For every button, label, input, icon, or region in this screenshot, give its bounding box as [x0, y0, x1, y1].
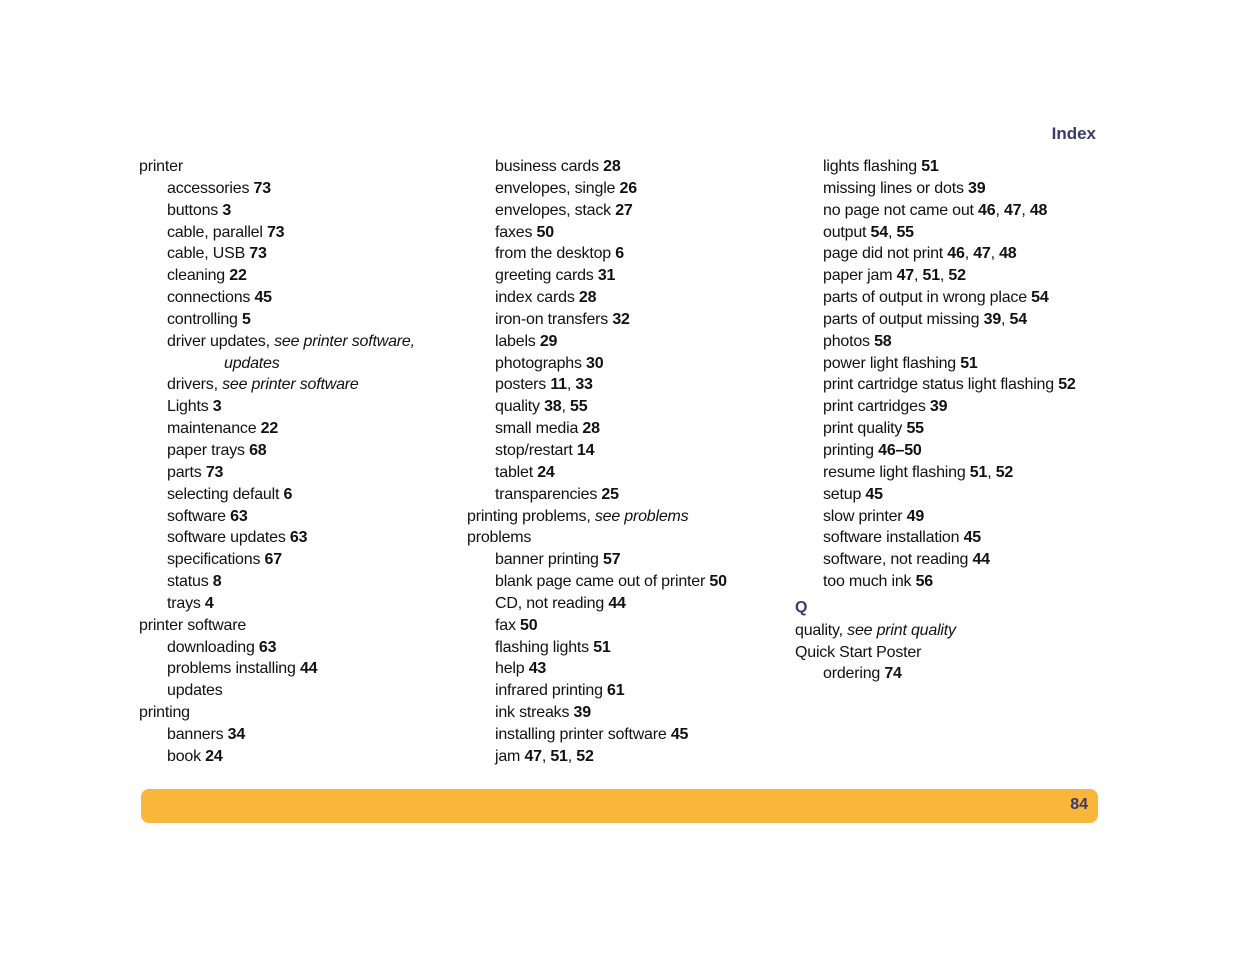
- index-subentry: [795, 265, 1125, 287]
- entry-text: labels: [495, 332, 540, 350]
- index-column-2: [467, 156, 797, 768]
- page-reference: 52: [576, 747, 594, 765]
- index-subentry: [139, 331, 469, 353]
- entry-text: lights flashing: [823, 158, 922, 175]
- index-subentry: [467, 222, 797, 244]
- entry-text: buttons: [167, 201, 223, 219]
- entry-text: software installation: [823, 529, 964, 547]
- page-reference: 26: [619, 179, 637, 197]
- entry-text: controlling: [167, 310, 242, 328]
- page-reference: 3: [222, 201, 232, 219]
- entry-text: downloading: [167, 638, 259, 656]
- index-subentry: [795, 200, 1125, 222]
- entry-text: quality,: [795, 621, 848, 639]
- index-subentry: [795, 440, 1125, 462]
- entry-text: stop/restart: [495, 441, 577, 459]
- index-subentry: [467, 637, 797, 659]
- page-reference: 28: [578, 289, 597, 307]
- entry-text: fax: [495, 616, 520, 634]
- page-reference: 24: [537, 463, 555, 481]
- index-subentry: [467, 658, 797, 680]
- entry-text: faxes: [495, 223, 537, 241]
- page-reference: 5: [241, 310, 251, 328]
- index-subentry: [467, 680, 797, 702]
- cross-reference: updates: [224, 354, 280, 372]
- index-subentry: [795, 462, 1125, 484]
- page-reference: 28: [582, 420, 600, 438]
- page-reference: 44: [608, 594, 626, 612]
- page-reference: 28: [603, 158, 621, 175]
- entry-text: ,: [995, 201, 1004, 219]
- footer-bar: [141, 789, 1098, 823]
- page-reference: 48: [999, 245, 1017, 263]
- entry-text: paper jam: [823, 267, 897, 285]
- index-subentry: [467, 484, 797, 506]
- entry-text: status: [167, 573, 213, 591]
- index-column-3: [795, 156, 1125, 685]
- index-subentry: [139, 287, 469, 309]
- page-reference: 11: [550, 376, 567, 394]
- page-reference: 33: [575, 376, 593, 394]
- page-reference: 68: [249, 441, 267, 459]
- page-reference: 34: [227, 725, 246, 743]
- cross-reference: see print quality: [847, 621, 956, 639]
- entry-text: parts: [167, 463, 206, 481]
- entry-text: printer: [139, 158, 183, 175]
- entry-text: power light flashing: [823, 354, 961, 372]
- entry-text: software: [167, 507, 231, 525]
- entry-text: photographs: [495, 354, 587, 372]
- entry-text: print cartridges: [823, 398, 930, 416]
- entry-text: ,: [987, 463, 996, 481]
- index-subentry: [139, 309, 469, 331]
- index-subentry: [467, 265, 797, 287]
- entry-text: parts of output in wrong place: [823, 289, 1032, 307]
- entry-text: quality: [495, 398, 545, 416]
- index-subentry: [139, 374, 469, 396]
- index-subentry: [795, 418, 1125, 440]
- entry-text: specifications: [167, 551, 265, 569]
- index-subentry: [139, 462, 469, 484]
- entry-text: infrared printing: [495, 682, 608, 700]
- index-subentry: [467, 724, 797, 746]
- page-reference: 54: [1009, 310, 1027, 328]
- entry-text: blank page came out of printer: [495, 573, 710, 591]
- index-subentry: [467, 200, 797, 222]
- entry-text: envelopes, single: [495, 179, 620, 197]
- entry-text: jam: [495, 747, 525, 765]
- entry-text: accessories: [167, 179, 254, 197]
- page-reference: 22: [229, 267, 247, 285]
- page-reference: 24: [205, 747, 223, 765]
- entry-text: ,: [1021, 201, 1030, 219]
- index-subentry: [795, 178, 1125, 200]
- page-reference: 39: [929, 398, 948, 416]
- page-reference: 73: [253, 179, 271, 197]
- page-reference: 54: [870, 223, 888, 241]
- index-subentry: [467, 243, 797, 265]
- page-reference: 45: [963, 529, 981, 547]
- entry-text: output: [823, 223, 871, 241]
- entry-text: too much ink: [823, 573, 916, 591]
- index-subentry: [467, 309, 797, 331]
- entry-text: resume light flashing: [823, 463, 970, 481]
- page-reference: 63: [289, 529, 308, 547]
- page-reference: 50: [709, 573, 727, 591]
- entry-text: ,: [566, 376, 576, 394]
- index-subentry: [467, 331, 797, 353]
- cross-reference: see problems: [594, 507, 689, 525]
- page-reference: 43: [528, 660, 547, 678]
- page-reference: 73: [205, 463, 224, 481]
- page-reference: 4: [204, 594, 214, 612]
- entry-text: drivers,: [167, 376, 223, 394]
- page-reference: 51: [550, 747, 568, 765]
- index-subentry: [795, 156, 1125, 178]
- entry-text: Quick Start Poster: [795, 643, 922, 661]
- entry-text: driver updates,: [167, 332, 275, 350]
- index-subentry: [795, 527, 1125, 549]
- entry-text: ordering: [823, 665, 885, 683]
- page-reference: 61: [607, 682, 625, 700]
- entry-text: page did not print: [823, 245, 948, 263]
- page-reference: 47: [973, 245, 991, 263]
- entry-text: maintenance: [167, 420, 261, 438]
- entry-text: setup: [823, 485, 866, 503]
- page-reference: 52: [995, 463, 1014, 481]
- page-reference: 30: [586, 354, 604, 372]
- entry-text: print cartridge status light flashing: [823, 376, 1059, 394]
- page-header-title: Index: [1051, 124, 1096, 143]
- entry-text: ink streaks: [495, 704, 574, 722]
- entry-text: ,: [914, 267, 923, 285]
- index-subentry: [139, 265, 469, 287]
- entry-text: banners: [167, 725, 228, 743]
- page-reference: 52: [1058, 376, 1076, 394]
- page-reference: 67: [264, 551, 282, 569]
- page-reference: 39: [983, 310, 1002, 328]
- page-reference: 46–50: [878, 441, 922, 459]
- entry-text: from the desktop: [495, 245, 616, 263]
- page-reference: 39: [968, 179, 986, 197]
- index-subentry: [139, 222, 469, 244]
- entry-text: business cards: [495, 158, 604, 175]
- page-reference: 8: [212, 573, 222, 591]
- index-entry: [139, 615, 469, 637]
- page-reference: 47: [524, 747, 542, 765]
- entry-text: slow printer: [823, 507, 907, 525]
- index-subentry: [139, 178, 469, 200]
- entry-text: selecting default: [167, 485, 284, 503]
- page-reference: 27: [615, 201, 633, 219]
- index-subentry: [795, 309, 1125, 331]
- page-reference: 73: [266, 223, 285, 241]
- entry-text: envelopes, stack: [495, 201, 616, 219]
- index-subentry: [467, 374, 797, 396]
- index-subentry: [467, 287, 797, 309]
- index-subentry: [467, 396, 797, 418]
- page-reference: 57: [603, 551, 621, 569]
- page-reference: 49: [906, 507, 925, 525]
- index-section-letter: Q: [795, 598, 808, 616]
- index-column-1: [139, 156, 469, 768]
- page-reference: 63: [258, 638, 277, 656]
- page-reference: 46: [978, 201, 996, 219]
- index-subentry: [467, 593, 797, 615]
- index-subentry: [139, 680, 469, 702]
- page-reference: 25: [601, 485, 619, 503]
- entry-text: parts of output missing: [823, 310, 984, 328]
- cross-reference: see printer software: [222, 376, 359, 394]
- page-reference: 47: [896, 267, 915, 285]
- entry-text: connections: [167, 289, 255, 307]
- index-subentry: [795, 484, 1125, 506]
- page-reference: 51: [922, 267, 940, 285]
- entry-text: posters: [495, 376, 551, 394]
- entry-text: software updates: [167, 529, 290, 547]
- index-subentry: [795, 549, 1125, 571]
- index-subentry: [467, 418, 797, 440]
- entry-text: software, not reading: [823, 551, 973, 569]
- entry-text: cable, USB: [167, 245, 250, 263]
- page-reference: 56: [915, 573, 933, 591]
- page-reference: 14: [576, 441, 595, 459]
- page-reference: 73: [249, 245, 267, 263]
- page-reference: 45: [254, 289, 272, 307]
- page-reference: 45: [670, 725, 689, 743]
- index-subentry: [795, 396, 1125, 418]
- page-reference: 51: [921, 158, 939, 175]
- entry-text: problems installing: [167, 660, 300, 678]
- index-subentry: [467, 440, 797, 462]
- page-reference: 6: [615, 245, 624, 263]
- entry-text: transparencies: [495, 485, 602, 503]
- page-reference: 55: [906, 420, 924, 438]
- index-subentry: [795, 222, 1125, 244]
- index-subentry: [467, 462, 797, 484]
- index-entry: [139, 702, 469, 724]
- index-subentry: [139, 593, 469, 615]
- index-entry: [467, 506, 797, 528]
- entry-text: index cards: [495, 289, 579, 307]
- page-reference: 22: [260, 420, 279, 438]
- entry-text: banner printing: [495, 551, 603, 569]
- entry-text: cable, parallel: [167, 223, 267, 241]
- index-subentry: [139, 418, 469, 440]
- entry-text: printing: [823, 441, 879, 459]
- index-subentry: [795, 374, 1125, 396]
- entry-text: ,: [561, 398, 571, 416]
- entry-text: Lights: [167, 398, 213, 416]
- index-subentry: [795, 506, 1125, 528]
- entry-text: ,: [1001, 310, 1010, 328]
- index-entry: [795, 620, 1125, 642]
- entry-text: missing lines or dots: [823, 179, 968, 197]
- index-subentry: [139, 637, 469, 659]
- page-reference: 44: [299, 660, 318, 678]
- page-reference: 3: [212, 398, 222, 416]
- index-subentry: [467, 615, 797, 637]
- page-reference: 52: [948, 267, 966, 285]
- page-reference: 46: [947, 245, 965, 263]
- page-reference: 44: [972, 551, 990, 569]
- page-reference: 31: [597, 267, 616, 285]
- index-subentry: [795, 243, 1125, 265]
- index-subentry: [467, 746, 797, 768]
- entry-text: CD, not reading: [495, 594, 609, 612]
- page-reference: 50: [520, 616, 538, 634]
- index-subentry: [139, 440, 469, 462]
- index-subentry: [467, 702, 797, 724]
- page-reference: 47: [1003, 201, 1022, 219]
- index-subentry: [795, 331, 1125, 353]
- index-subentry: [139, 200, 469, 222]
- entry-text: ,: [541, 747, 551, 765]
- entry-text: updates: [167, 682, 223, 700]
- page-reference: 51: [969, 463, 988, 481]
- index-subentry: [467, 571, 797, 593]
- page-reference: 51: [960, 354, 978, 372]
- page-reference: 58: [874, 332, 892, 350]
- entry-text: print quality: [823, 420, 907, 438]
- page-reference: 74: [884, 665, 902, 683]
- index-subentry: [139, 506, 469, 528]
- page-reference: 48: [1029, 201, 1048, 219]
- entry-text: help: [495, 660, 529, 678]
- index-subentry: [139, 746, 469, 768]
- index-subentry: [795, 571, 1125, 593]
- page-reference: 63: [230, 507, 248, 525]
- index-subentry: [139, 484, 469, 506]
- page-number: 84: [1070, 796, 1088, 813]
- page-reference: 45: [865, 485, 883, 503]
- entry-text: no page not came out: [823, 201, 979, 219]
- page-reference: 54: [1031, 289, 1049, 307]
- index-entry: [795, 642, 1125, 664]
- index-subentry: [467, 353, 797, 375]
- entry-text: installing printer software: [495, 725, 671, 743]
- index-subentry: [467, 178, 797, 200]
- entry-text: trays: [167, 594, 205, 612]
- page-reference: 29: [539, 332, 558, 350]
- entry-text: iron-on transfers: [495, 310, 613, 328]
- entry-text: ,: [567, 747, 577, 765]
- index-subentry: [139, 658, 469, 680]
- page-reference: 55: [570, 398, 588, 416]
- entry-text: printing problems,: [467, 507, 595, 525]
- index-subentry: [467, 549, 797, 571]
- entry-text: small media: [495, 420, 583, 438]
- entry-text: flashing lights: [495, 638, 594, 656]
- entry-text: printing: [139, 704, 190, 722]
- index-entry: [467, 527, 797, 549]
- page-reference: 38: [544, 398, 562, 416]
- index-subentry: [467, 156, 797, 178]
- index-subentry: [139, 527, 469, 549]
- index-subentry: [795, 287, 1125, 309]
- entry-text: printer software: [139, 616, 247, 634]
- page-reference: 6: [283, 485, 293, 503]
- entry-text: paper trays: [167, 441, 250, 459]
- index-subentry: [139, 549, 469, 571]
- index-subentry: [795, 353, 1125, 375]
- page-reference: 32: [612, 310, 630, 328]
- index-subentry: [139, 396, 469, 418]
- cross-reference: see printer software,: [274, 332, 415, 350]
- index-subentry: [139, 243, 469, 265]
- entry-text: problems: [467, 529, 532, 547]
- entry-text: photos: [823, 332, 875, 350]
- index-subentry: [139, 353, 469, 375]
- index-subentry: [139, 571, 469, 593]
- entry-text: ,: [964, 245, 974, 263]
- entry-text: ,: [990, 245, 1000, 263]
- index-entry: [139, 156, 469, 178]
- page-reference: 55: [896, 223, 914, 241]
- index-subentry: [795, 663, 1125, 685]
- entry-text: greeting cards: [495, 267, 598, 285]
- entry-text: cleaning: [167, 267, 230, 285]
- entry-text: ,: [939, 267, 949, 285]
- page-reference: 51: [593, 638, 611, 656]
- page-reference: 50: [536, 223, 554, 241]
- index-subentry: [139, 724, 469, 746]
- entry-text: book: [167, 747, 206, 765]
- page-reference: 39: [573, 704, 591, 722]
- entry-text: ,: [887, 223, 897, 241]
- entry-text: tablet: [495, 463, 538, 481]
